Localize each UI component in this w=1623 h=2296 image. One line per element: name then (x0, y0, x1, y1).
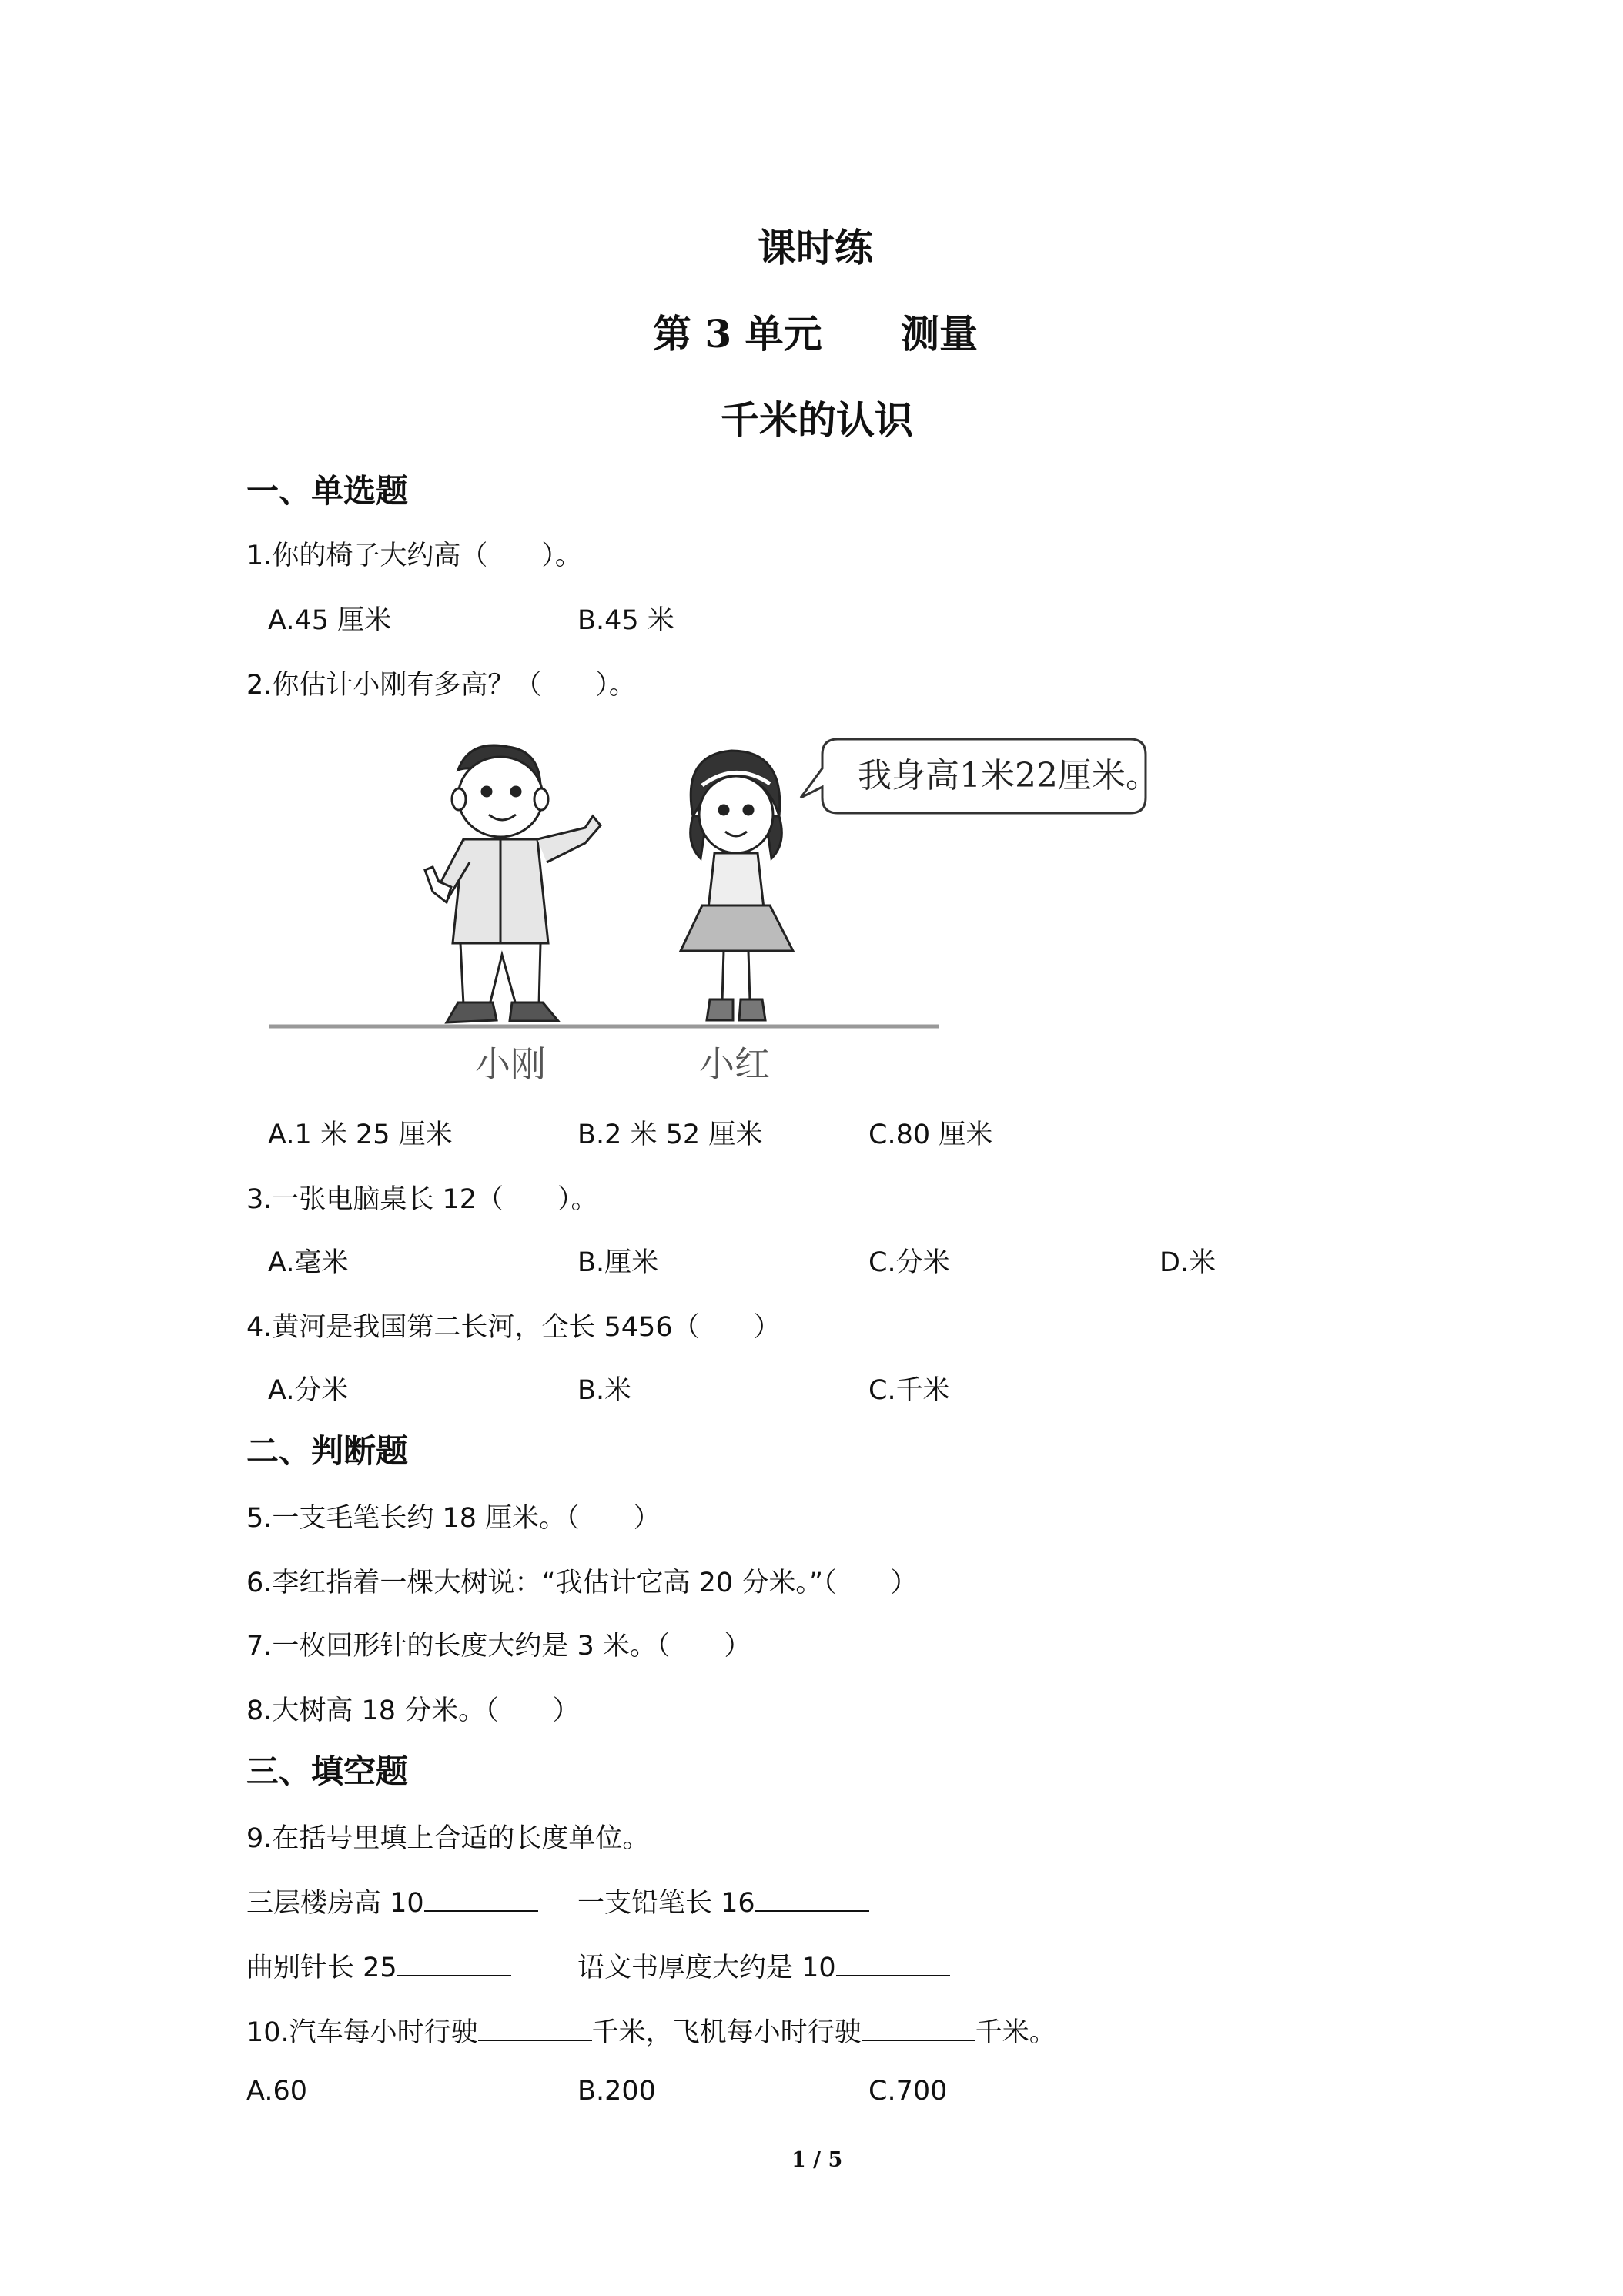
boy-label: 小刚 (475, 1043, 546, 1085)
q9-item-book-text: 语文书厚度大约是 10 (577, 1953, 836, 1983)
q9-item-building-text: 三层楼房高 10 (246, 1888, 424, 1919)
girl-figure (681, 751, 793, 1020)
page-number: 1 / 5 (791, 2148, 843, 2172)
question-3: 3.一张电脑桌长 12（ ）。 (246, 1184, 598, 1215)
q3-option-b[interactable]: B.厘米 (577, 1247, 659, 1278)
q9-blank-1[interactable] (424, 1884, 538, 1912)
question-9: 9.在括号里填上合适的长度单位。 (246, 1823, 650, 1854)
q3-option-c[interactable]: C.分米 (868, 1247, 950, 1278)
lesson-title: 千米的认识 (721, 397, 913, 443)
q9-item-book (577, 1946, 950, 1985)
question-7: 7.一枚回形针的长度大约是 3 米。（ ） (246, 1631, 751, 1662)
q9-item-building (246, 1882, 538, 1920)
children-illustration (262, 724, 1232, 1086)
q9-item-paperclip-text: 曲别针长 25 (246, 1953, 397, 1983)
q10-option-a[interactable]: A.60 (246, 2076, 307, 2107)
section-heading-fill-blank: 三、填空题 (246, 1752, 409, 1790)
q10-blank-2[interactable] (862, 2013, 975, 2041)
section-heading-true-false: 二、判断题 (246, 1432, 409, 1470)
q9-blank-3[interactable] (397, 1949, 511, 1976)
q10-part-3: 千米。 (975, 2017, 1056, 2048)
speech-bubble-text: 我身高1米22厘米。 (858, 756, 1160, 795)
q10-part-1: 10.汽车每小时行驶 (246, 2017, 478, 2048)
boy-figure (425, 745, 601, 1022)
question-8: 8.大树高 18 分米。（ ） (246, 1695, 580, 1726)
question-1: 1.你的椅子大约高（ ）。 (246, 541, 582, 571)
q4-option-c[interactable]: C.千米 (868, 1375, 950, 1406)
q10-option-b[interactable]: B.200 (577, 2076, 656, 2107)
question-4: 4.黄河是我国第二长河，全长 5456（ ） (246, 1312, 781, 1343)
q10-part-2: 千米，飞机每小时行驶 (591, 2017, 862, 2048)
q1-option-a[interactable]: A.45 厘米 (268, 605, 392, 636)
question-6: 6.李红指着一棵大树说：“我估计它高 20 分米。”（ ） (246, 1568, 918, 1598)
q2-option-c[interactable]: C.80 厘米 (868, 1120, 993, 1150)
q4-option-b[interactable]: B.米 (577, 1375, 632, 1406)
q3-option-d[interactable]: D.米 (1160, 1247, 1216, 1278)
q1-option-b[interactable]: B.45 米 (577, 605, 674, 636)
girl-label: 小红 (699, 1043, 770, 1085)
q3-option-a[interactable]: A.毫米 (268, 1247, 349, 1278)
q10-blank-1[interactable] (478, 2013, 592, 2041)
question-10 (246, 2011, 1056, 2050)
section-heading-single-choice: 一、单选题 (246, 472, 409, 510)
unit-topic: 测量 (901, 311, 978, 356)
q2-option-b[interactable]: B.2 米 52 厘米 (577, 1120, 763, 1150)
q9-blank-2[interactable] (755, 1884, 869, 1912)
q9-item-pencil-text: 一支铅笔长 16 (577, 1888, 755, 1919)
height-illustration (262, 724, 1232, 1086)
q9-blank-4[interactable] (836, 1949, 950, 1976)
unit-number: 第 3 单元 (653, 311, 822, 356)
q10-option-c[interactable]: C.700 (868, 2076, 948, 2107)
q4-option-a[interactable]: A.分米 (268, 1375, 349, 1406)
question-2: 2.你估计小刚有多高？（ ）。 (246, 670, 636, 701)
question-5: 5.一支毛笔长约 18 厘米。（ ） (246, 1503, 661, 1534)
q2-option-a[interactable]: A.1 米 25 厘米 (268, 1120, 453, 1150)
worksheet-title: 课时练 (758, 225, 873, 270)
q9-item-pencil (577, 1882, 869, 1920)
q9-item-paperclip (246, 1946, 511, 1985)
